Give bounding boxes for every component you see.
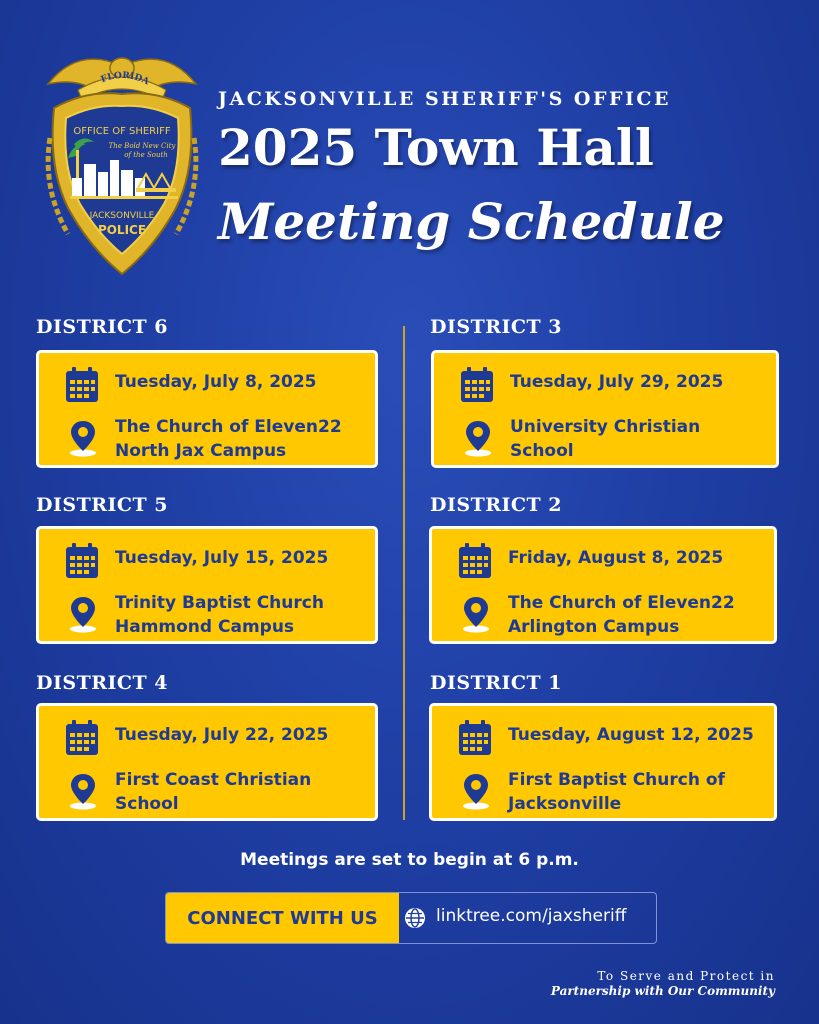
location-pin-icon <box>462 772 490 810</box>
venue-line2: Arlington Campus <box>508 617 680 637</box>
district-card <box>429 703 777 821</box>
venue-line1: Trinity Baptist Church <box>115 593 324 613</box>
meeting-venue <box>115 415 342 463</box>
badge-motto-line2: of the South <box>124 151 168 159</box>
calendar-icon <box>65 543 99 579</box>
meeting-date: Tuesday, July 29, 2025 <box>510 372 724 392</box>
venue-line2: Hammond Campus <box>115 617 295 637</box>
globe-icon <box>404 907 426 929</box>
venue-line1: University Christian <box>510 417 701 437</box>
district-label: DISTRICT 3 <box>430 316 562 338</box>
sheriff-badge-logo <box>38 38 206 278</box>
calendar-icon <box>65 720 99 756</box>
badge-state-text: FLORIDA <box>99 70 151 88</box>
venue-line2: School <box>115 794 179 814</box>
district-label: DISTRICT 5 <box>36 494 168 516</box>
connect-bar <box>165 892 657 944</box>
district-label: DISTRICT 6 <box>36 316 168 338</box>
location-pin-icon <box>69 772 97 810</box>
meeting-date: Tuesday, July 8, 2025 <box>115 372 317 392</box>
column-divider <box>403 326 405 820</box>
meeting-time-note: Meetings are set to begin at 6 p.m. <box>240 850 579 870</box>
meeting-date: Tuesday, July 22, 2025 <box>115 725 329 745</box>
district-label: DISTRICT 2 <box>430 494 562 516</box>
venue-line2: School <box>510 441 574 461</box>
badge-motto-line1: The Bold New City <box>108 142 176 150</box>
connect-with-us-label: CONNECT WITH US <box>166 893 399 943</box>
badge-dept-text: POLICE <box>97 223 147 237</box>
tagline <box>551 969 775 999</box>
calendar-icon <box>458 543 492 579</box>
badge-city-text: JACKSONVILLE <box>89 211 155 221</box>
venue-line1: First Baptist Church of <box>508 770 725 790</box>
meeting-date: Tuesday, August 12, 2025 <box>508 725 754 745</box>
meeting-venue <box>115 768 311 816</box>
meeting-date: Friday, August 8, 2025 <box>508 548 724 568</box>
location-pin-icon <box>462 595 490 633</box>
district-label: DISTRICT 4 <box>36 672 168 694</box>
district-card <box>36 350 378 468</box>
badge-office-text: OFFICE OF SHERIFF <box>73 126 171 137</box>
venue-line1: The Church of Eleven22 <box>115 417 342 437</box>
venue-line2: North Jax Campus <box>115 441 287 461</box>
location-pin-icon <box>464 419 492 457</box>
office-name: JACKSONVILLE SHERIFF'S OFFICE <box>218 88 671 110</box>
page-subtitle: Meeting Schedule <box>218 192 725 251</box>
meeting-venue <box>115 591 324 639</box>
district-card <box>429 526 777 644</box>
page-title: 2025 Town Hall <box>218 118 654 177</box>
meeting-venue <box>510 415 700 463</box>
meeting-venue <box>508 768 725 816</box>
district-card <box>36 703 378 821</box>
district-label: DISTRICT 1 <box>430 672 562 694</box>
linktree-link[interactable]: linktree.com/jaxsheriff <box>436 906 627 926</box>
calendar-icon <box>460 367 494 403</box>
district-card <box>36 526 378 644</box>
tagline-line1: To Serve and Protect in <box>597 969 775 983</box>
venue-line1: First Coast Christian <box>115 770 312 790</box>
calendar-icon <box>65 367 99 403</box>
location-pin-icon <box>69 419 97 457</box>
location-pin-icon <box>69 595 97 633</box>
meeting-venue <box>508 591 735 639</box>
calendar-icon <box>458 720 492 756</box>
meeting-date: Tuesday, July 15, 2025 <box>115 548 329 568</box>
venue-line2: Jacksonville <box>508 794 622 814</box>
venue-line1: The Church of Eleven22 <box>508 593 735 613</box>
district-card <box>431 350 779 468</box>
tagline-line2: Partnership with Our Community <box>550 984 775 998</box>
